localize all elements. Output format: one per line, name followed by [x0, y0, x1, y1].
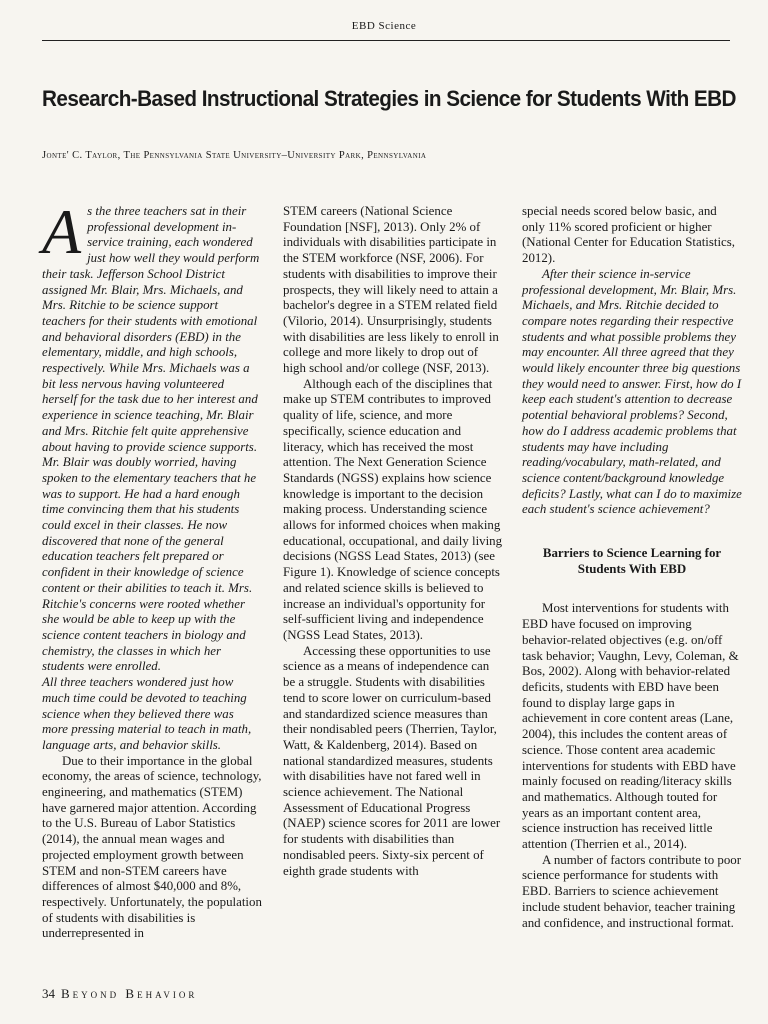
page-footer — [42, 986, 197, 1002]
header-rule — [42, 40, 730, 41]
column-1 — [42, 196, 262, 942]
page-number: 34 — [42, 986, 55, 1001]
intro-text: s the three teachers sat in their professional development in-service training, each wondered just how well they would perform their task. Jefferson School District assigned Mr. Blair, Mrs. Michaels, and Mrs. Ritchie to be science support teachers for their students with emotional and behavioral disorders (EBD) in the elementary, middle, and high schools, respectively. While Mrs. Michaels was a bit less nervous having volunteered herself for the task due to her interest and experience in science teaching, Mr. Blair and Mrs. Ritchie felt quite apprehensive about having to provide science supports. Mr. Blair was doubly worried, having spoken to the elementary teachers that he was to support. He had a hard enough time convincing them that his students could excel in their classes. He now discovered that none of the general education teachers felt prepared or confident in their knowledge of science content or their abilities to teach it. Mrs. Ritchie's concerns were rooted whether she would be able to keep up with the science content teachers in biology and chemistry, the classes in which her students were enrolled. — [42, 204, 260, 674]
drop-cap: A — [42, 196, 82, 267]
vignette-paragraph: After their science in-service professional development, Mr. Blair, Mrs. Michaels, and Mrs. Ritchie decided to compare notes regarding their respective students and what possible problems they may encounter. All three agreed that they would likely encounter three big questions they would need to answer. First, how do I keep each student's attention to decrease potential behavioral problems? Second, how do I address academic problems that students may have including reading/vocabulary, math-related, and science content/background knowledge deficits? Lastly, what can I do to maximize each student's science achievement? — [522, 266, 742, 517]
body-paragraph: special needs scored below basic, and only 11% scored proficient or higher (National Center for Education Statistics, 2012). — [522, 204, 735, 266]
column-3 — [522, 204, 742, 931]
intro-paragraph — [42, 196, 262, 675]
column-2 — [283, 204, 503, 879]
running-head: EBD Science — [351, 20, 417, 32]
intro-paragraph-2: All three teachers wondered just how much time could be devoted to teaching science when they believed there was more pressing material to teach in math, language arts, and behavior skills. — [42, 675, 252, 752]
body-paragraph: Although each of the disciplines that make up STEM contributes to improved quality of life, science, and more specifically, science education and literacy, which has received the most attention. The Next Generation Science Standards (NGSS) explains how science knowledge is important to the decision making process. Understanding science allows for informed choices when making educational, occupational, and daily living decisions (NGSS Lead States, 2013) (see Figure 1). Knowledge of science concepts and related science skills is believed to increase an individual's opportunity for self-sufficient living and independence (NGSS Lead States, 2013). — [283, 376, 503, 642]
body-paragraph: Due to their importance in the global economy, the areas of science, technology, engineering, and mathematics (STEM) have garnered major attention. According to the U.S. Bureau of Labor Statistics (2014), the annual mean wages and projected employment growth between STEM and non-STEM careers have differences of almost $40,000 and 8%, respectively. Unfortunately, the population of students with disabilities is underrepresented in — [42, 753, 262, 941]
body-paragraph: Accessing these opportunities to use science as a means of independence can be a struggle. Students with disabilities tend to score lower on curriculum-based and standardized science measures than their nondisabled peers (Therrien, Taylor, Watt, & Kaldenberg, 2014). Based on national standardized measures, students with disabilities have not fared well in science achievement. The National Assessment of Educational Progress (NAEP) science scores for 2011 are lower for students with disabilities than nondisabled peers. Sixty-six percent of eighth grade students with — [283, 643, 501, 878]
section-heading: Barriers to Science Learning for Students With EBD — [542, 546, 722, 576]
article-title: Research-Based Instructional Strategies in Science for Students With EBD — [42, 86, 736, 111]
body-paragraph: STEM careers (National Science Foundation [NSF], 2013). Only 2% of individuals with disabilities participate in the STEM workforce (NSF, 2006). For students with disabilities to improve their prospects, they will likely need to attain a bachelor's degree in a STEM related field (Vilorio, 2014). Unsurprisingly, students with disabilities are less likely to enroll in college and more likely to drop out of high school and/or college (NSF, 2013). — [283, 204, 499, 376]
body-paragraph: Most interventions for students with EBD have focused on improving behavior-related objectives (e.g. on/off task behavior; Vaughn, Levy, Coleman, & Bos, 2002). Along with behavior-related deficits, students with EBD have been found to display large gaps in achievement in core content areas (Lane, 2004), this includes the content areas of science. Those content area academic interventions for students with EBD have mainly focused on reading/literacy skills and mathematics. Although touted for years as an important content area, science instruction has received little attention (Therrien et al., 2014). — [522, 601, 739, 852]
magazine-name: Beyond Behavior — [61, 986, 198, 1001]
body-paragraph: A number of factors contribute to poor science performance for students with EBD. Barriers to science achievement include student behavior, teacher training and confidence, and instructional format. — [522, 852, 742, 930]
author-byline: Jonte' C. Taylor, The Pennsylvania State University–University Park, Pennsylvania — [42, 150, 427, 161]
